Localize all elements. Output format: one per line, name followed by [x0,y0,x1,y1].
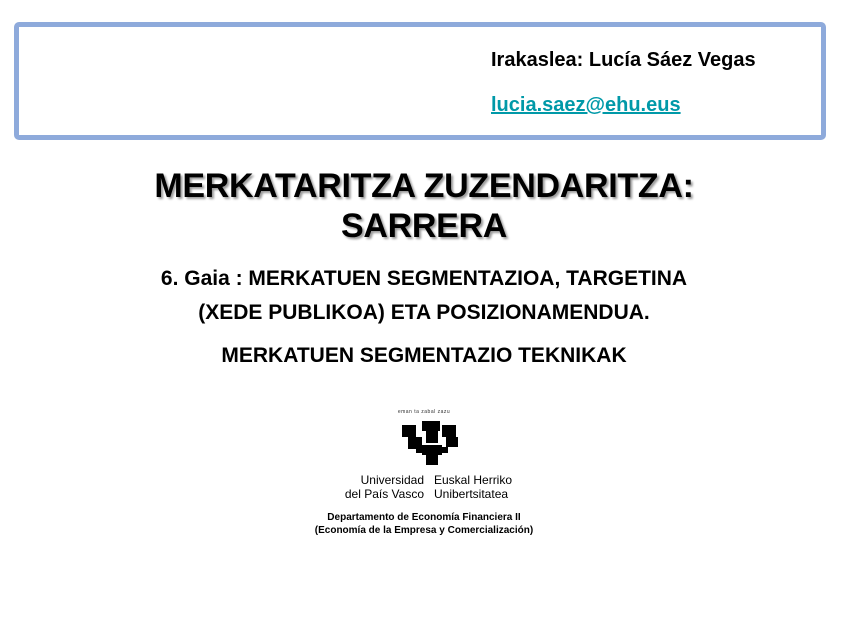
logo-es-line-2: del País Vasco [344,487,424,501]
logo-es-line-1: Universidad [360,473,424,487]
slide-title [0,166,848,246]
dept-line-1: Departamento de Economía Financiera II [327,512,521,523]
title-line-2: SARRERA [340,207,508,245]
email-link[interactable]: lucia.saez@ehu.eus [491,94,681,116]
department-text [300,511,548,537]
university-logo [300,403,548,543]
ehu-logo-mark-icon [400,417,464,467]
logo-motto: eman ta zabal zazu [397,409,451,415]
teacher-name: Irakaslea: Lucía Sáez Vegas [491,49,756,71]
logo-eu-line-2: Unibertsitatea [434,487,509,501]
subtitle-line-1: 6. Gaia : MERKATUEN SEGMENTAZIOA, TARGETINA [160,267,688,290]
header-box [14,22,826,140]
subtitle-line-2: (XEDE PUBLIKOA) ETA POSIZIONAMENDUA. [198,301,650,324]
slide-subtitle-2: MERKATUEN SEGMENTAZIO TEKNIKAK [221,344,627,367]
logo-text-es [330,473,424,501]
slide-subtitle [100,262,748,330]
logo-eu-line-1: Euskal Herriko [434,473,513,487]
dept-line-2: (Economía de la Empresa y Comercialización) [314,525,534,536]
title-line-1: MERKATARITZA ZUZENDARITZA: [154,167,694,205]
logo-text-eu [434,473,544,501]
